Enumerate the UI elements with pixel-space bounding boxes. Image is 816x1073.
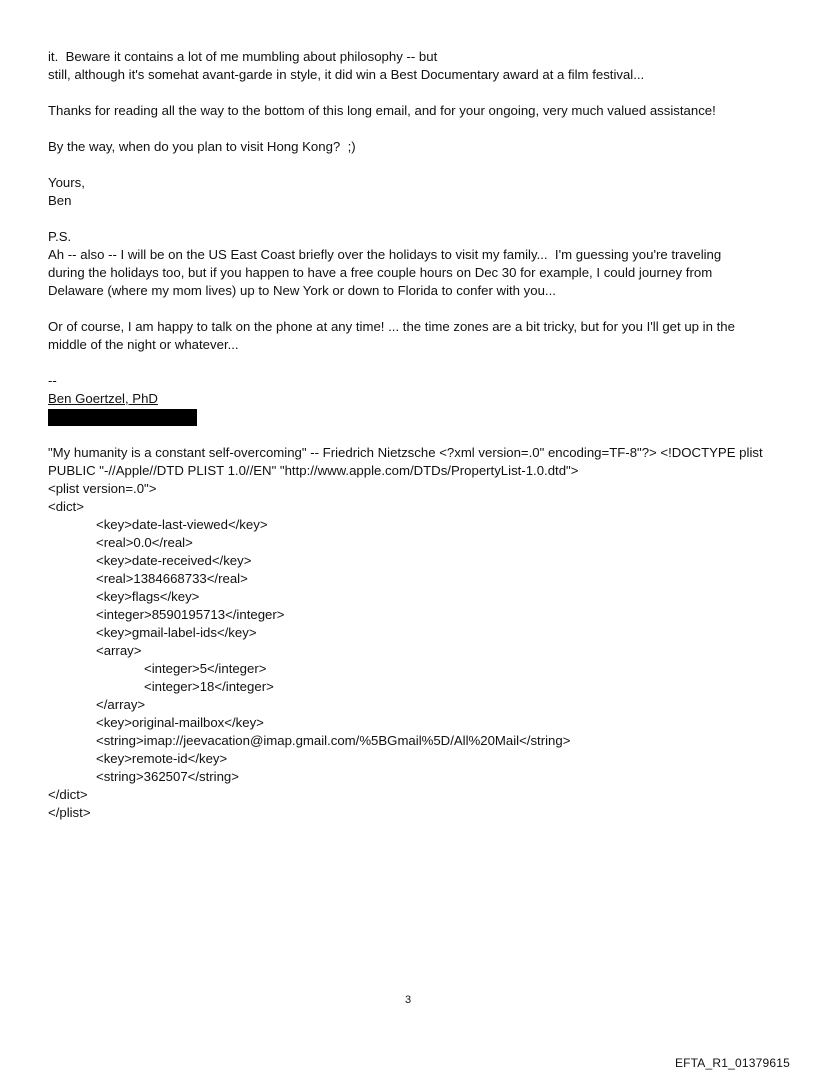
plist-entry: <integer>8590195713</integer> <box>96 607 285 622</box>
dict-close: </dict> <box>48 787 88 802</box>
page-number: 3 <box>404 994 412 1006</box>
document-id-footer: EFTA_R1_01379615 <box>674 1056 790 1070</box>
plist-entry: </array> <box>96 697 146 712</box>
body-line: it. Beware it contains a lot of me mumbling about philosophy -- but <box>48 49 438 64</box>
plist-entry: <array> <box>96 643 142 658</box>
phone-line: Or of course, I am happy to talk on the phone at any time! ... the time zones are a bit tricky, but for you I'll get up in the <box>48 319 735 334</box>
plist-entry: <key>flags</key> <box>96 589 200 604</box>
plist-entry: <key>original-mailbox</key> <box>96 715 264 730</box>
signature-name: Ben Goertzel, PhD <box>48 391 158 406</box>
ps-line: during the holidays too, but if you happen to have a free couple hours on Dec 30 for example, I could journey from <box>48 265 713 280</box>
plist-close: </plist> <box>48 805 91 820</box>
dict-open: <dict> <box>48 499 84 514</box>
plist-entry: <key>date-received</key> <box>96 553 252 568</box>
plist-array-item: <integer>18</integer> <box>144 679 274 694</box>
plist-entry: <key>gmail-label-ids</key> <box>96 625 257 640</box>
plist-entry: <key>remote-id</key> <box>96 751 228 766</box>
plist-entry: <string>362507</string> <box>96 769 239 784</box>
plist-array-item: <integer>5</integer> <box>144 661 267 676</box>
ps-label: P.S. <box>48 229 72 244</box>
closing-line: Yours, <box>48 175 85 190</box>
plist-open: <plist version=.0"> <box>48 481 157 496</box>
body-line: still, although it's somehat avant-garde in style, it did win a Best Documentary award at a film festival... <box>48 67 645 82</box>
phone-line: middle of the night or whatever... <box>48 337 239 352</box>
plist-entry: <real>0.0</real> <box>96 535 193 550</box>
document-body <box>48 48 778 822</box>
plist-entry: <string>imap://jeevacation@imap.gmail.com/%5BGmail%5D/All%20Mail</string> <box>96 733 571 748</box>
quote-line: PUBLIC "-//Apple//DTD PLIST 1.0//EN" "http://www.apple.com/DTDs/PropertyList-1.0.dtd"> <box>48 463 579 478</box>
quote-line: "My humanity is a constant self-overcoming" -- Friedrich Nietzsche <?xml version=.0" encoding=TF-8"?> <!DOCTYPE plist <box>48 445 763 460</box>
thanks-line: Thanks for reading all the way to the bottom of this long email, and for your ongoing, very much valued assistance! <box>48 103 716 118</box>
question-line: By the way, when do you plan to visit Hong Kong? ;) <box>48 139 356 154</box>
sender-name: Ben <box>48 193 72 208</box>
plist-entry: <key>date-last-viewed</key> <box>96 517 268 532</box>
signature-dash: -- <box>48 373 57 388</box>
ps-line: Delaware (where my mom lives) up to New York or down to Florida to confer with you... <box>48 283 556 298</box>
plist-entry: <real>1384668733</real> <box>96 571 248 586</box>
redaction-bar <box>48 409 197 426</box>
ps-line: Ah -- also -- I will be on the US East Coast briefly over the holidays to visit my family... I'm guessing you're traveling <box>48 247 722 262</box>
